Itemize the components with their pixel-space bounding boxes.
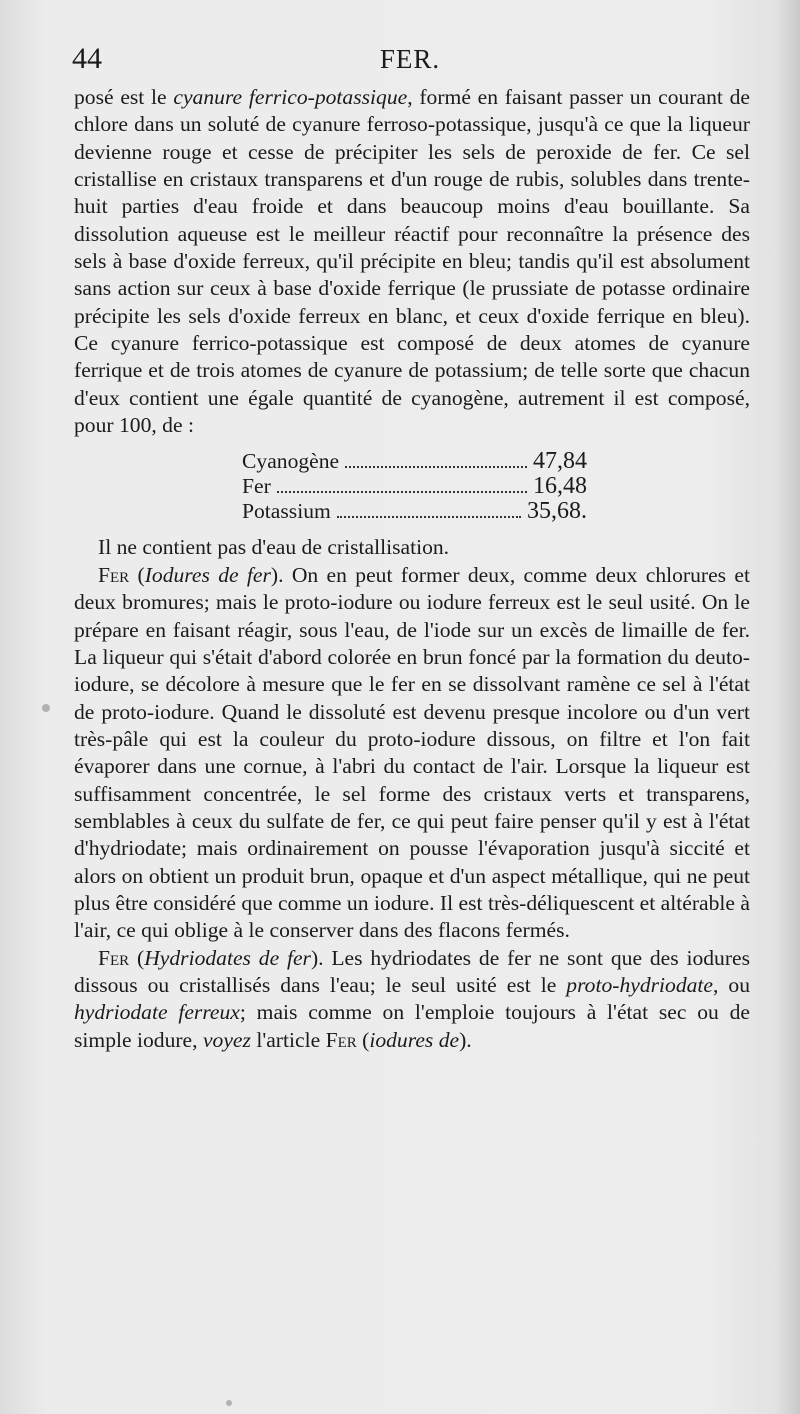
composition-table [242,449,587,524]
paragraph-no-water: Il ne contient pas d'eau de cristallisation. [98,535,450,560]
ink-spot [226,1400,232,1406]
paragraph-iodures [74,562,750,945]
text-run: , ou [713,972,750,997]
paragraph-cyanure [74,84,750,439]
body-text [74,84,750,1054]
leader-dots [345,466,527,468]
entry-headword: Fer [325,1027,357,1052]
ink-spot [42,704,50,712]
component-value: 35,68. [527,498,587,525]
italic-term: Hydriodates de fer [144,945,311,970]
italic-term: Iodures de fer [144,562,271,587]
component-value: 16,48 [533,473,587,500]
text-run: ). Les hydriodates de fer ne sont que des iodures dissous ou cristallisés dans l'eau; le seul usité est le [74,945,751,997]
paragraph-hydriodates [74,945,750,1054]
leader-dots [337,516,521,518]
text-run: l'article [250,1027,326,1052]
component-value: 47,84 [533,448,587,475]
italic-term: voyez [202,1027,251,1052]
composition-row [242,499,587,524]
entry-headword: Fer [98,562,130,587]
text-run: ( [129,562,145,587]
text-run: ( [356,1027,370,1052]
leader-dots [277,491,527,493]
text-run: ( [129,945,145,970]
component-name: Fer [242,474,271,499]
component-name: Cyanogène [242,449,340,474]
composition-row [242,474,587,499]
page-number: 44 [72,42,102,75]
text-run: , formé en faisant passer un courant de chlore dans un soluté de cyanure ferroso-potassique, jusqu'à ce que la liqueur devienne rouge et cesse de précipiter les sels de peroxide de fer. Ce sel cristallise en cristaux transparens et d'un rouge de rubis, solubles dans trente-huit parties d'eau froide et dans beaucoup moins d'eau bouillante. Sa dissolution aqueuse est le meilleur réactif pour reconnaître la présence des sels à base d'oxide ferreux, qu'il précipite en bleu; tandis qu'il est absolument sans action sur ceux à base d'oxide ferrique (le prussiate de potasse ordinaire précipite les sels d'oxide ferreux en blanc, et ceux d'oxide ferrique en bleu). Ce cyanure ferrico-potassique est composé de deux atomes de cyanure ferrique et de trois atomes de cyanure de potassium; de telle sorte que chacun d'eux contient une égale quantité de cyanogène, autrement il est composé, pour 100, de : [74,85,750,438]
italic-term: cyanure ferrico-potassique [173,85,408,109]
page-header [72,42,748,82]
entry-headword: Fer [98,945,130,970]
italic-term: iodures de [369,1027,460,1052]
italic-term: proto-hydriodate [566,972,714,997]
text-run: posé est le [74,85,174,109]
italic-term: hydriodate ferreux [74,1000,240,1025]
component-name: Potassium [242,499,331,524]
composition-row [242,449,587,474]
text-run: ). On en peut former deux, comme deux chlorures et deux bromures; mais le proto-iodure ou iodure ferreux est le seul usité. On le prépare en faisant réagir, sous l'eau, de l'iode sur un excès de limaille de fer. La liqueur qui s'était d'abord colorée en brun foncé par la formation du deuto-iodure, se décolore à mesure que le fer en se dissolvant ramène ce sel à l'état de proto-iodure. Quand le dissoluté est devenu presque incolore ou d'un vert très-pâle qui est la couleur du proto-iodure dissous, on filtre et l'on fait évaporer dans une cornue, à l'abri du contact de l'air. Lorsque la liqueur est suffisamment concentrée, le sel forme des cristaux verts et transparens, semblables à ceux du sulfate de fer, ce qui peut faire penser qu'il y est à l'état d'hydriodate; mais ordinairement on pousse l'évaporation jusqu'à siccité et alors on obtient un produit brun, opaque et d'un aspect métallique, qui ne peut plus être considéré que comme un iodure. Il est très-déliquescent et altérable à l'air, ce qui oblige à le conserver dans des flacons fermés. [74,562,750,943]
text-run: ). [459,1027,472,1052]
text-run: ; mais comme on l'emploie toujours à l'état sec ou de simple iodure, [74,1000,750,1052]
running-title: FER. [379,44,441,74]
